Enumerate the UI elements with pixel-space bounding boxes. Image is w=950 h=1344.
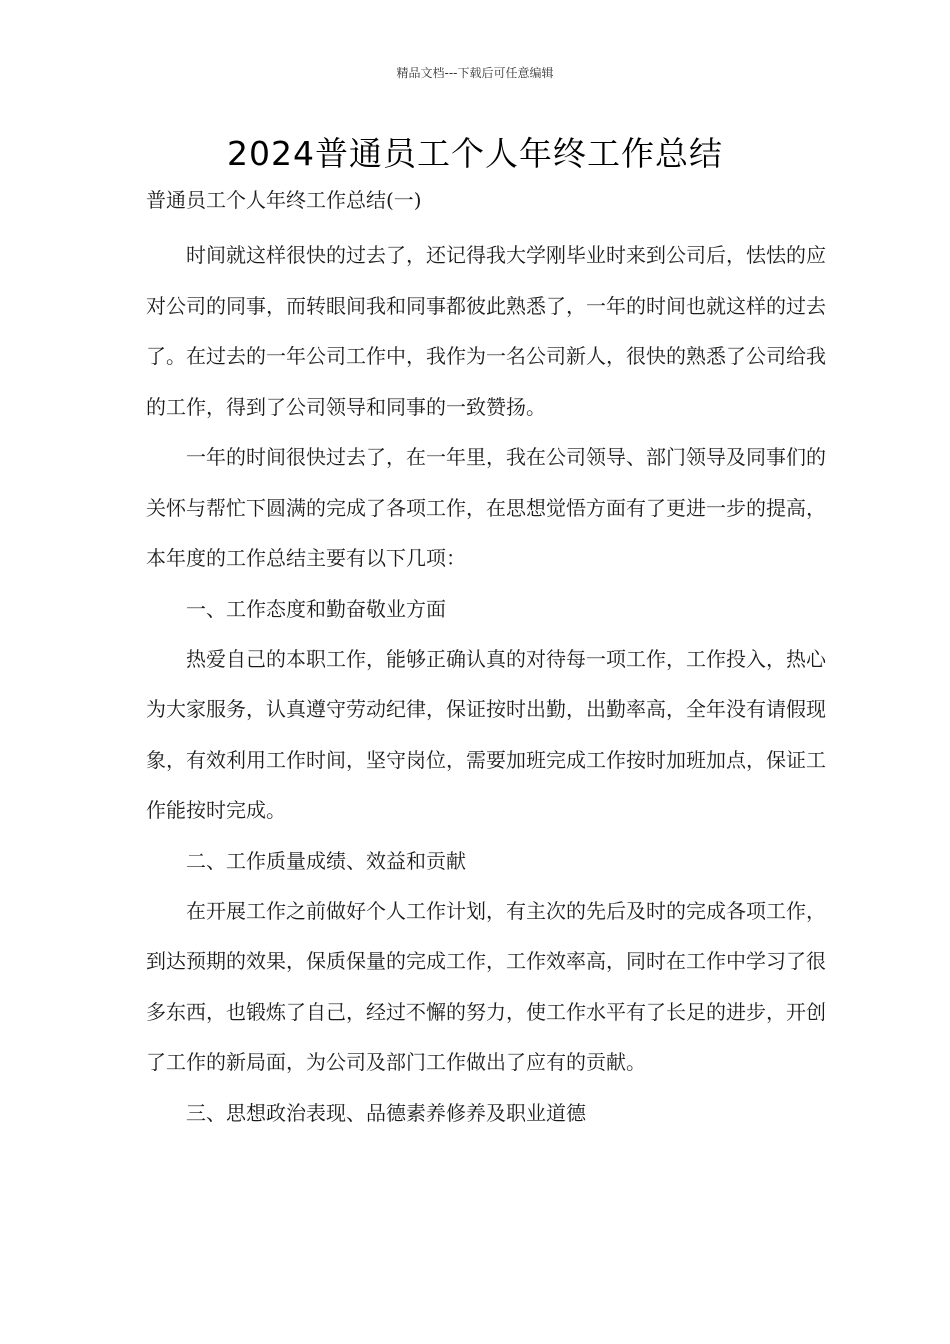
document-subtitle: 普通员工个人年终工作总结(一): [146, 188, 422, 212]
paragraph-attitude: 热爱自己的本职工作，能够正确认真的对待每一项工作，工作投入，热心为大家服务，认真遵守劳动纪律，保证按时出勤，出勤率高，全年没有请假现象，有效利用工作时间，坚守岗位，需要加班完成工作按时加班加点，保证工作能按时完成。: [146, 646, 826, 822]
section-heading-quality: 二、工作质量成绩、效益和贡献: [186, 848, 466, 873]
section-heading-ethics: 三、思想政治表现、品德素养修养及职业道德: [186, 1100, 586, 1125]
paragraph-quality: 在开展工作之前做好个人工作计划，有主次的先后及时的完成各项工作，到达预期的效果，保质保量的完成工作，工作效率高，同时在工作中学习了很多东西，也锻炼了自己，经过不懈的努力，使工作水平有了长足的进步，开创了工作的新局面，为公司及部门工作做出了应有的贡献。: [146, 898, 826, 1074]
document-title: 2024普通员工个人年终工作总结: [227, 134, 723, 173]
paragraph-intro: 时间就这样很快的过去了，还记得我大学刚毕业时来到公司后，怯怯的应对公司的同事，而转眼间我和同事都彼此熟悉了，一年的时间也就这样的过去了。在过去的一年公司工作中，我作为一名公司新人，很快的熟悉了公司给我的工作，得到了公司领导和同事的一致赞扬。: [146, 243, 826, 419]
paragraph-overview: 一年的时间很快过去了，在一年里，我在公司领导、部门领导及同事们的关怀与帮忙下圆满的完成了各项工作，在思想觉悟方面有了更进一步的提高，本年度的工作总结主要有以下几项：: [146, 445, 826, 570]
section-heading-attitude: 一、工作态度和勤奋敬业方面: [186, 596, 446, 621]
header-note: 精品文档---下载后可任意编辑: [396, 66, 554, 80]
document-body: [146, 180, 826, 1138]
